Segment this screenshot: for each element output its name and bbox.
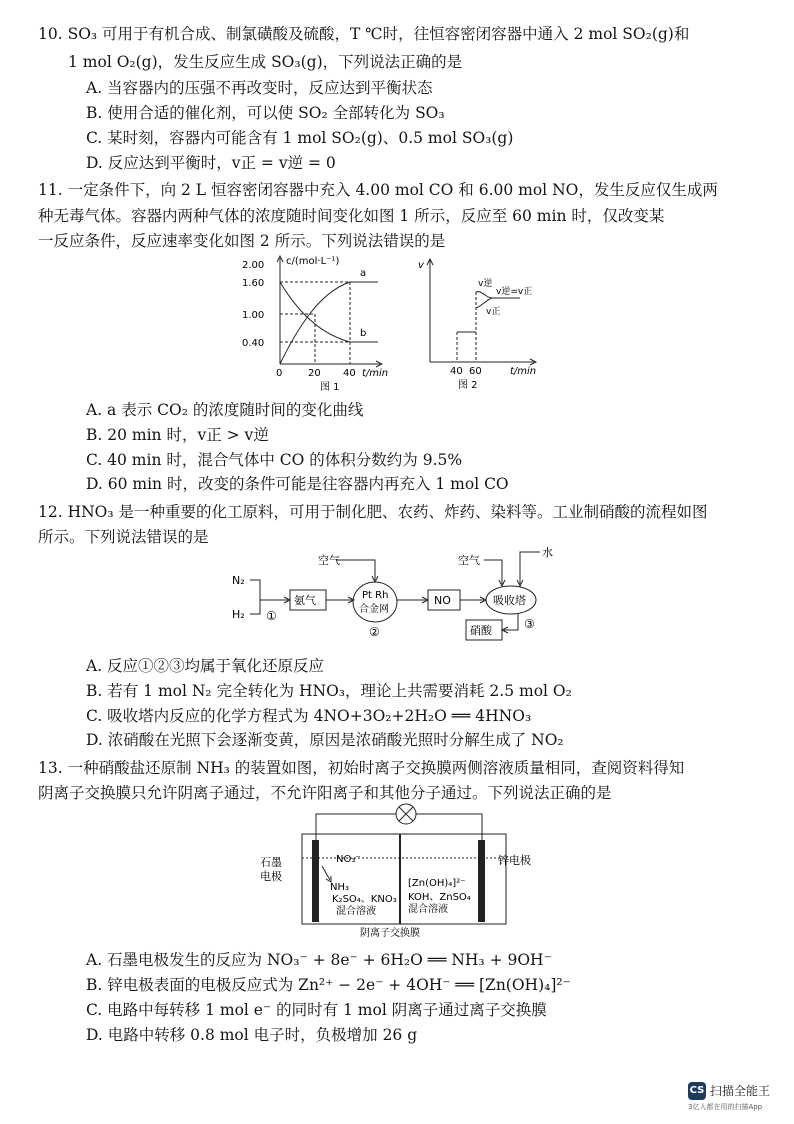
fig1-ylabel: c/(mol·L⁻¹) — [286, 256, 340, 267]
q11-figure-1 — [240, 252, 390, 394]
cell-membrane-label: 阴离子交换膜 — [360, 928, 420, 938]
fig2-v-eq: v逆=v正 — [496, 287, 533, 297]
cell-left-solution-line2: 混合溶液 — [336, 906, 376, 917]
q12-flow-diagram — [226, 544, 566, 648]
fig2-xtick-60: 60 — [469, 366, 482, 377]
fig1-xtick-0: 0 — [276, 368, 283, 379]
q12-option-b: B. 若有 1 mol N₂ 完全转化为 HNO₃，理论上共需要消耗 2.5 mol O₂ — [86, 682, 572, 700]
fig1-caption: 图 1 — [320, 382, 340, 393]
cell-left-solution-line1: K₂SO₄、KNO₃ — [332, 894, 397, 905]
q12-option-d: D. 浓硝酸在光照下会逐渐变黄，原因是浓硝酸光照时分解生成了 NO₂ — [86, 731, 564, 749]
flow-absorption-tower: 吸收塔 — [493, 594, 526, 607]
cell-left-electrode-line2: 电极 — [260, 870, 282, 883]
cell-right-solution-line2: 混合溶液 — [408, 904, 448, 915]
q11-option-a: A. a 表示 CO₂ 的浓度随时间的变化曲线 — [86, 401, 364, 419]
fig2-v-fwd: v正 — [486, 307, 501, 317]
q11-figure-2 — [412, 256, 547, 394]
q13-option-b: B. 锌电极表面的电极反应式为 Zn²⁺ − 2e⁻ + 4OH⁻ ══ [Zn(OH)₄]²⁻ — [86, 976, 571, 994]
q12-option-c: C. 吸收塔内反应的化学方程式为 4NO+3O₂+2H₂O ══ 4HNO₃ — [86, 707, 532, 725]
flow-ammonia: 氨气 — [294, 594, 316, 607]
cell-right-solution-line1: KOH、ZnSO₄ — [408, 892, 471, 903]
fig2-caption: 图 2 — [458, 380, 478, 391]
scanner-watermark — [688, 1082, 784, 1116]
q10-stem-line2: 1 mol O₂(g)，发生反应生成 SO₃(g)，下列说法正确的是 — [68, 53, 463, 71]
scanner-logo-icon: CS — [688, 1082, 706, 1100]
q10-option-d: D. 反应达到平衡时，v正 = v逆 = 0 — [86, 154, 336, 172]
q11-stem-line3: 一反应条件，反应速率变化如图 2 所示。下列说法错误的是 — [38, 232, 446, 250]
fig2-ylabel: v — [418, 260, 424, 271]
flow-air-2: 空气 — [458, 554, 480, 567]
q12-stem-line2: 所示。下列说法错误的是 — [38, 528, 209, 546]
flow-catalyst-line1: Pt Rh — [362, 590, 389, 601]
fig2-xtick-40: 40 — [450, 366, 463, 377]
fig1-ytick-1: 1.00 — [242, 310, 265, 321]
flow-step-2: ② — [369, 625, 380, 639]
cell-nh3: NH₃ — [330, 882, 350, 893]
q12-stem-line1: 12. HNO₃ 是一种重要的化工原料，可用于制化肥、农药、炸药、染料等。工业制硝酸的流程如图 — [38, 503, 708, 521]
q13-option-c: C. 电路中每转移 1 mol e⁻ 的同时有 1 mol 阴离子通过离子交换膜 — [86, 1001, 547, 1019]
q13-cell-diagram — [256, 800, 556, 938]
q10-option-a: A. 当容器内的压强不再改变时，反应达到平衡状态 — [86, 79, 433, 97]
cell-left-electrode-line1: 石墨 — [260, 856, 282, 869]
flow-air-1: 空气 — [318, 554, 340, 567]
q10-option-b: B. 使用合适的催化剂，可以使 SO₂ 全部转化为 SO₃ — [86, 104, 445, 122]
flow-no: NO — [434, 594, 451, 607]
fig1-xtick-20: 20 — [308, 368, 321, 379]
fig1-xtick-40: 40 — [343, 368, 356, 379]
fig1-xlabel: t/min — [362, 368, 389, 379]
cell-right-electrode: 锌电极 — [498, 854, 531, 867]
cell-no3-ion: NO₃⁻ — [336, 854, 361, 865]
q11-stem-line1: 11. 一定条件下，向 2 L 恒容密闭容器中充入 4.00 mol CO 和 6.00 mol NO，发生反应仅生成两 — [38, 181, 718, 199]
q13-option-d: D. 电路中转移 0.8 mol 电子时，负极增加 26 g — [86, 1026, 418, 1044]
fig2-v-back: v逆 — [478, 279, 493, 289]
q13-option-a: A. 石墨电极发生的反应为 NO₃⁻ + 8e⁻ + 6H₂O ══ NH₃ + 9OH⁻ — [86, 951, 552, 969]
flow-n2: N₂ — [232, 574, 245, 587]
scanner-tagline: 3亿人都在用的扫描App — [688, 1103, 763, 1111]
zinc-electrode — [478, 840, 485, 922]
fig1-ytick-1-6: 1.60 — [242, 278, 265, 289]
q10-option-c: C. 某时刻，容器内可能含有 1 mol SO₂(g)、0.5 mol SO₃(g) — [86, 129, 514, 147]
fig2-xlabel: t/min — [510, 366, 537, 377]
q12-option-a: A. 反应①②③均属于氧化还原反应 — [86, 657, 325, 675]
q11-stem-line2: 种无毒气体。容器内两种气体的浓度随时间变化如图 1 所示，反应至 60 min 时，仅改变某 — [38, 207, 665, 225]
q10-stem-line1: 10. SO₃ 可用于有机合成、制氯磺酸及硫酸，T ℃时，往恒容密闭容器中通入 2 mol SO₂(g)和 — [38, 25, 690, 43]
cell-right-ion: [Zn(OH)₄]²⁻ — [408, 878, 466, 889]
fig1-ytick-0-4: 0.40 — [242, 338, 265, 349]
q11-option-d: D. 60 min 时，改变的条件可能是往容器内再充入 1 mol CO — [86, 475, 509, 493]
flow-step-3: ③ — [524, 617, 535, 631]
flow-water: 水 — [542, 546, 553, 559]
fig1-ytick-2: 2.00 — [242, 260, 265, 271]
flow-nitric-acid: 硝酸 — [470, 624, 492, 637]
q13-stem-line1: 13. 一种硝酸盐还原制 NH₃ 的装置如图，初始时离子交换膜两侧溶液质量相同，查阅资料得知 — [38, 759, 685, 777]
fig1-curve-a: a — [360, 268, 367, 279]
graphite-electrode — [312, 840, 319, 922]
q11-option-c: C. 40 min 时，混合气体中 CO 的体积分数约为 9.5% — [86, 451, 463, 469]
flow-h2: H₂ — [232, 608, 245, 621]
fig1-curve-b: b — [360, 328, 367, 339]
q13-stem-line2: 阴离子交换膜只允许阴离子通过，不允许阳离子和其他分子通过。下列说法正确的是 — [38, 784, 612, 802]
flow-step-1: ① — [266, 609, 277, 623]
q11-option-b: B. 20 min 时，v正 > v逆 — [86, 426, 269, 444]
scanner-app-name: 扫描全能王 — [710, 1084, 771, 1098]
flow-catalyst-line2: 合金网 — [359, 604, 389, 615]
